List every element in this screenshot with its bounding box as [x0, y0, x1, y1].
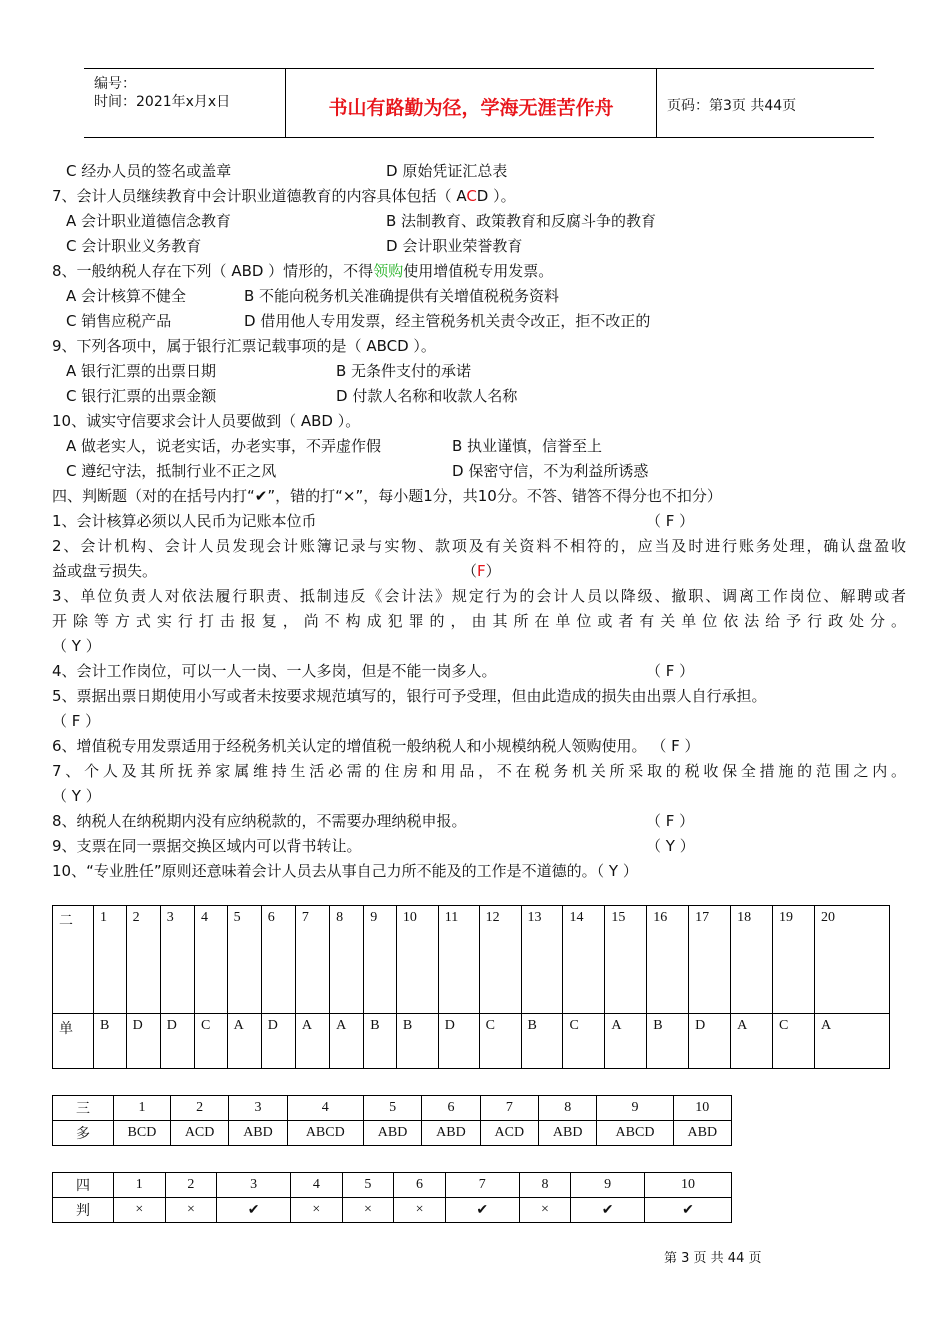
table-number: 2 [170, 1096, 228, 1121]
judge-item-2-cont: 益或盘亏损失。 [52, 562, 158, 580]
question-7-close: ）。 [488, 187, 516, 205]
table-number: 10 [673, 1096, 731, 1121]
question-10: 10、诚实守信要求会计人员要做到（ ABD ）。 [52, 412, 361, 430]
option-c: C 销售应税产品 [66, 312, 172, 330]
header-motto-cell [286, 69, 657, 137]
question-7 [52, 185, 516, 207]
table-answer: ABD [422, 1121, 480, 1146]
judge-answer-9: （ Y ） [646, 837, 695, 855]
page-header [84, 68, 874, 138]
table-answer: C [772, 1014, 814, 1069]
option-d: D 借用他人专用发票，经主管税务机关责令改正，拒不改正的 [244, 312, 651, 330]
table-number: 18 [731, 906, 773, 1014]
table-answer: ACD [170, 1121, 228, 1146]
table-answer: A [731, 1014, 773, 1069]
option-c: C 银行汇票的出票金额 [66, 387, 217, 405]
table-number: 4 [287, 1096, 363, 1121]
table-number: 1 [114, 1173, 166, 1198]
table-answer: ACD [480, 1121, 538, 1146]
judge-item-9: 9、支票在同一票据交换区域内可以背书转让。 [52, 837, 362, 855]
question-8-highlight: 领购 [373, 262, 404, 280]
table-number: 4 [194, 906, 227, 1014]
table-number: 11 [438, 906, 479, 1014]
table-number: 14 [563, 906, 605, 1014]
question-8-text: 8、一般纳税人存在下列（ ABD ）情形的，不得 [52, 262, 374, 280]
table-number: 15 [605, 906, 647, 1014]
table-number: 8 [539, 1096, 597, 1121]
judge-item-8: 8、纳税人在纳税期内没有应纳税款的，不需要办理纳税申报。 [52, 812, 467, 830]
table-number: 10 [396, 906, 438, 1014]
table-answer: B [521, 1014, 563, 1069]
table-answer: B [647, 1014, 689, 1069]
option-c: C 遵纪守法，抵制行业不正之风 [66, 462, 277, 480]
judge-item-7: 7、个人及其所抚养家属维持生活必需的住房和用品，不在税务机关所采取的税收保全措施的范围之内。 [52, 762, 906, 780]
table-answer: C [479, 1014, 521, 1069]
table-answer: ABD [363, 1121, 421, 1146]
judge-answer-1: （ F ） [646, 512, 695, 530]
table-row [53, 1173, 732, 1198]
table-answer: ✔ [571, 1198, 645, 1223]
page-info: 页码：第3页 共44页 [667, 98, 797, 114]
option-d: D 付款人名称和收款人名称 [336, 387, 518, 405]
table-number: 7 [295, 906, 329, 1014]
table-number: 8 [330, 906, 364, 1014]
judge-answer-2-value: F [477, 562, 486, 580]
page-footer: 第 3 页 共 44 页 [664, 1251, 762, 1266]
table-answer: A [605, 1014, 647, 1069]
table-number: 9 [597, 1096, 673, 1121]
table-answer: D [438, 1014, 479, 1069]
table-number: 3 [160, 906, 194, 1014]
table-number: 1 [114, 1096, 171, 1121]
table-answer: A [330, 1014, 364, 1069]
table-answer: D [261, 1014, 295, 1069]
motto: 书山有路勤为径，学海无涯苦作舟 [328, 97, 614, 119]
table-answer: D [126, 1014, 160, 1069]
table-number: 6 [261, 906, 295, 1014]
table-answer: A [815, 1014, 890, 1069]
table-answer: × [519, 1198, 571, 1223]
table-answer: D [689, 1014, 731, 1069]
judge-item-3: 3、单位负责人对依法履行职责、抵制违反《会计法》规定行为的会计人员以降级、撤职、调离工作岗位、解聘或者 [52, 587, 906, 605]
option-a: A 银行汇票的出票日期 [66, 362, 217, 380]
table-answer: B [364, 1014, 397, 1069]
table-answer: ABD [539, 1121, 597, 1146]
table-answer: ✔ [445, 1198, 519, 1223]
table-answer: C [194, 1014, 227, 1069]
option-b: B 不能向税务机关准确提供有关增值税税务资料 [244, 287, 560, 305]
table-answer: BCD [114, 1121, 171, 1146]
table-number: 9 [364, 906, 397, 1014]
table-number: 3 [229, 1096, 287, 1121]
option-a: A 会计核算不健全 [66, 287, 187, 305]
judge-answer-table [52, 1172, 732, 1223]
option-b: B 法制教育、政策教育和反腐斗争的教育 [386, 212, 657, 230]
table-row [53, 1096, 732, 1121]
table-answer: ✔ [645, 1198, 732, 1223]
option-b: B 无条件支付的承诺 [336, 362, 472, 380]
judge-item-3-cont: 开除等方式实行打击报复，尚不构成犯罪的，由其所在单位或者有关单位依法给予行政处分。 [52, 612, 906, 630]
table-number: 6 [422, 1096, 480, 1121]
table-number: 5 [363, 1096, 421, 1121]
table-number: 2 [165, 1173, 217, 1198]
option-d: D 会计职业荣誉教育 [386, 237, 523, 255]
table-answer: ABD [673, 1121, 731, 1146]
table-number: 7 [445, 1173, 519, 1198]
table-label-top: 二 [53, 906, 94, 1014]
table-answer: × [114, 1198, 166, 1223]
header-meta-cell [84, 69, 286, 137]
table-label-top: 四 [53, 1173, 114, 1198]
table-answer: A [295, 1014, 329, 1069]
table-answer: × [394, 1198, 446, 1223]
table-number: 3 [217, 1173, 291, 1198]
table-number: 12 [479, 906, 521, 1014]
table-row [53, 1014, 890, 1069]
table-number: 19 [772, 906, 814, 1014]
option-a: A 会计职业道德信念教育 [66, 212, 232, 230]
option-b: B 执业谨慎，信誉至上 [452, 437, 603, 455]
table-answer: × [291, 1198, 343, 1223]
table-number: 7 [480, 1096, 538, 1121]
judge-item-1: 1、会计核算必须以人民币为记账本位币 [52, 512, 317, 530]
header-page-cell [657, 69, 874, 137]
question-9: 9、下列各项中，属于银行汇票记载事项的是（ ABCD ）。 [52, 337, 436, 355]
judge-item-6: 6、增值税专用发票适用于经税务机关认定的增值税一般纳税人和小规模纳税人领购使用。 （ F ） [52, 737, 700, 755]
table-label-bottom: 多 [53, 1121, 114, 1146]
table-number: 9 [571, 1173, 645, 1198]
table-number: 5 [227, 906, 261, 1014]
judge-answer-7: （ Y ） [52, 787, 101, 805]
single-choice-answer-table [52, 905, 890, 1069]
multi-choice-answer-table [52, 1095, 732, 1146]
judge-item-4: 4、会计工作岗位，可以一人一岗、一人多岗，但是不能一岗多人。 [52, 662, 497, 680]
table-answer: ABD [229, 1121, 287, 1146]
section-4-heading: 四、判断题（对的在括号内打“✔”，错的打“×”，每小题1分，共10分。不答、错答不得分也不扣分） [52, 487, 722, 505]
option-c: C 经办人员的签名或盖章 [66, 162, 232, 180]
judge-item-10: 10、“专业胜任”原则还意味着会计人员去从事自己力所不能及的工作是不道德的。（ Y ） [52, 862, 638, 880]
table-number: 6 [394, 1173, 446, 1198]
table-number: 13 [521, 906, 563, 1014]
judge-item-5: 5、票据出票日期使用小写或者未按要求规范填写的，银行可予受理，但由此造成的损失由出票人自行承担。 [52, 687, 767, 705]
judge-answer-8: （ F ） [646, 812, 695, 830]
judge-answer-4: （ F ） [646, 662, 695, 680]
table-answer: ✔ [217, 1198, 291, 1223]
judge-answer-2-close: ） [485, 562, 501, 580]
table-answer: B [94, 1014, 127, 1069]
option-c: C 会计职业义务教育 [66, 237, 202, 255]
judge-answer-5: （ F ） [52, 712, 101, 730]
table-number: 10 [645, 1173, 732, 1198]
table-number: 1 [94, 906, 127, 1014]
option-a: A 做老实人，说老实话，办老实事，不弄虚作假 [66, 437, 382, 455]
option-d: D 保密守信，不为利益所诱惑 [452, 462, 649, 480]
table-label-bottom: 判 [53, 1198, 114, 1223]
table-number: 16 [647, 906, 689, 1014]
table-number: 4 [291, 1173, 343, 1198]
table-number: 20 [815, 906, 890, 1014]
table-answer: × [165, 1198, 217, 1223]
table-number: 17 [689, 906, 731, 1014]
table-label-bottom: 单 [53, 1014, 94, 1069]
question-8-text-end: 使用增值税专用发票。 [403, 262, 554, 280]
table-answer: × [342, 1198, 394, 1223]
table-answer: B [396, 1014, 438, 1069]
table-number: 2 [126, 906, 160, 1014]
table-number: 5 [342, 1173, 394, 1198]
question-7-answer-d: D [476, 187, 489, 205]
question-7-text: 7、会计人员继续教育中会计职业道德教育的内容具体包括（ A [52, 187, 467, 205]
judge-answer-2-open: （ [462, 562, 478, 580]
table-row [53, 906, 890, 1014]
time-label: 时间：2021年x月x日 [94, 94, 231, 110]
judge-item-2: 2、会计机构、会计人员发现会计账簿记录与实物、款项及有关资料不相符的，应当及时进行账务处理，确认盘盈收 [52, 537, 906, 555]
table-row [53, 1121, 732, 1146]
table-answer: ABCD [287, 1121, 363, 1146]
table-answer: D [160, 1014, 194, 1069]
judge-answer-3: （ Y ） [52, 637, 101, 655]
table-number: 8 [519, 1173, 571, 1198]
table-answer: ABCD [597, 1121, 673, 1146]
judge-answer-2 [462, 560, 501, 582]
table-row [53, 1198, 732, 1223]
serial-label: 编号： [94, 76, 136, 92]
question-7-answer-c: C [466, 187, 477, 205]
table-answer: C [563, 1014, 605, 1069]
table-answer: A [227, 1014, 261, 1069]
question-8 [52, 260, 553, 282]
table-label-top: 三 [53, 1096, 114, 1121]
option-d: D 原始凭证汇总表 [386, 162, 508, 180]
